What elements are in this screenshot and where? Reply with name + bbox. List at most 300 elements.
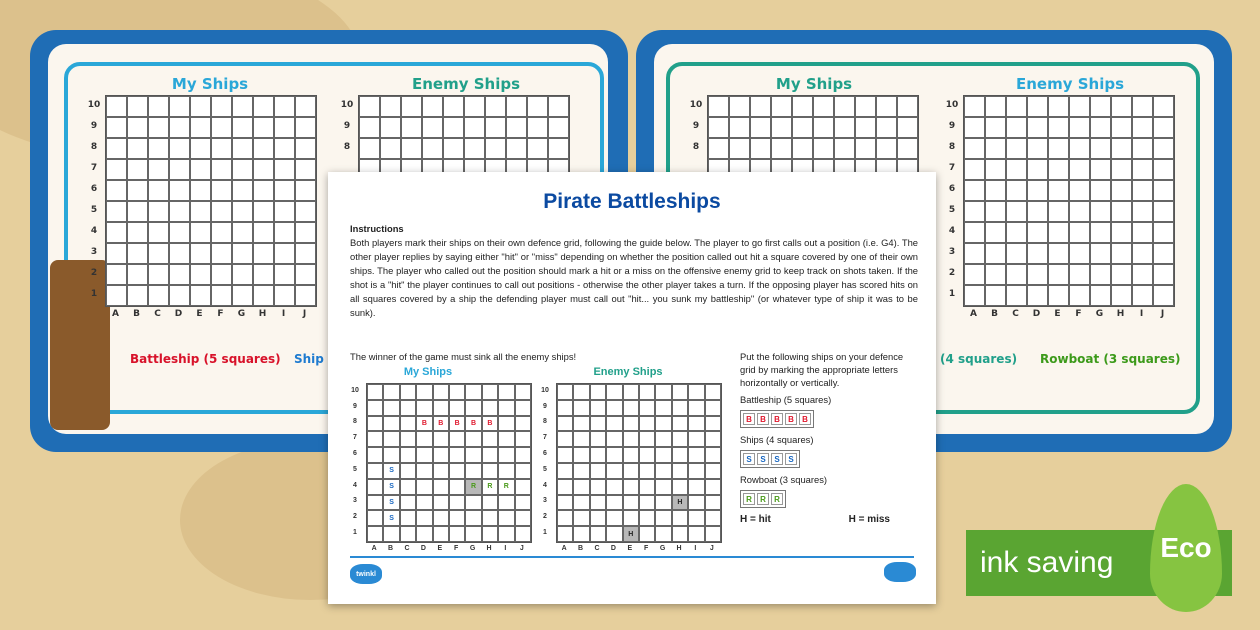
- grid-cell: [688, 384, 704, 400]
- grid-cell: [1111, 201, 1132, 222]
- grid-cell: [590, 447, 606, 463]
- grid-cell: [557, 400, 573, 416]
- grid-cell: [557, 495, 573, 511]
- column-label: B: [578, 545, 584, 552]
- row-label: 10: [541, 386, 549, 394]
- grid-cell: [1090, 264, 1111, 285]
- doc-enemy-ships-grid: [556, 383, 722, 543]
- grid-cell: [590, 384, 606, 400]
- grid-cell: [416, 431, 432, 447]
- grid-cell: [623, 479, 639, 495]
- grid-cell: [253, 180, 274, 201]
- row-label: 8: [353, 418, 357, 426]
- grid-cell: [729, 138, 750, 159]
- grid-cell: [106, 180, 127, 201]
- grid-cell: [527, 138, 548, 159]
- grid-cell: [1027, 285, 1048, 306]
- grid-cell: [606, 526, 622, 542]
- grid-cell: [688, 463, 704, 479]
- grid-cell: [359, 117, 380, 138]
- grid-cell: [1048, 201, 1069, 222]
- grid-cell: [985, 285, 1006, 306]
- grid-cell: S: [383, 510, 399, 526]
- grid-cell: [515, 495, 531, 511]
- grid-cell: [573, 384, 589, 400]
- column-label: E: [1054, 309, 1061, 319]
- grid-cell: [253, 285, 274, 306]
- grid-cell: [443, 96, 464, 117]
- grid-cell: [295, 138, 316, 159]
- instructions-text: Both players mark their ships on their own defence grid, following the guide below. The player to go first calls out a position (i.e. G4). The other player replies by saying either "hit" or "miss" depending on whether the position called out hit a square covered by one of their own ships. The player who called out the position should mark a hit or a miss on the offensive enemy grid to keep track on shots taken. If the shot is a "hit" the player continues to call out positions - otherwise the other player takes a turn. If the opposing player has scored hits on all squares covered by a ship the defending player must call out "hit... you sunk my battleship" (or whatever type of ship it was to be sunk).: [350, 237, 918, 318]
- grid-cell: [708, 96, 729, 117]
- grid-cell: [1069, 222, 1090, 243]
- grid-cell: [211, 96, 232, 117]
- grid-cell: [1153, 264, 1174, 285]
- column-label: H: [676, 545, 682, 552]
- column-label: D: [610, 545, 616, 552]
- column-label: J: [519, 545, 524, 552]
- grid-cell: [465, 400, 481, 416]
- grid-cell: [148, 117, 169, 138]
- guide-box: B: [743, 413, 755, 425]
- grid-cell: [771, 117, 792, 138]
- column-label: G: [659, 545, 666, 552]
- grid-cell: [573, 400, 589, 416]
- grid-cell: [688, 400, 704, 416]
- grid-cell: [1006, 285, 1027, 306]
- column-label: C: [594, 545, 600, 552]
- grid-cell: [211, 117, 232, 138]
- grid-cell: [400, 447, 416, 463]
- grid-cell: [295, 285, 316, 306]
- grid-cell: [1048, 180, 1069, 201]
- grid-cell: [655, 510, 671, 526]
- grid-cell: [573, 479, 589, 495]
- grid-cell: [527, 117, 548, 138]
- grid-cell: [548, 117, 569, 138]
- grid-cell: [190, 222, 211, 243]
- grid-cell: [190, 180, 211, 201]
- grid-cell: [295, 222, 316, 243]
- row-label: 2: [90, 268, 98, 279]
- grid-cell: [515, 431, 531, 447]
- grid-cell: [416, 526, 432, 542]
- grid-cell: [367, 384, 383, 400]
- grid-cell: [232, 285, 253, 306]
- grid-cell: [485, 96, 506, 117]
- grid-cell: [548, 96, 569, 117]
- grid-cell: [465, 495, 481, 511]
- grid-cell: [515, 479, 531, 495]
- grid-cell: [1153, 285, 1174, 306]
- grid-cell: [639, 479, 655, 495]
- column-label: B: [388, 545, 394, 552]
- grid-cell: [367, 526, 383, 542]
- grid-cell: [127, 222, 148, 243]
- grid-cell: [253, 96, 274, 117]
- ships-guide-label: Ships (4 squares): [740, 434, 814, 445]
- column-label: F: [454, 545, 459, 552]
- grid-cell: [515, 526, 531, 542]
- row-label: 4: [948, 226, 956, 237]
- grid-cell: [590, 479, 606, 495]
- ship-guide: [740, 350, 905, 526]
- grid-cell: [1027, 201, 1048, 222]
- grid-cell: [232, 117, 253, 138]
- grid-cell: [367, 495, 383, 511]
- grid-cell: [639, 463, 655, 479]
- grid-cell: [169, 285, 190, 306]
- row-label: 7: [948, 163, 956, 174]
- grid-cell: [482, 463, 498, 479]
- grid-cell: [106, 243, 127, 264]
- grid-cell: [127, 159, 148, 180]
- grid-cell: [383, 447, 399, 463]
- grid-cell: [148, 96, 169, 117]
- row-label: 3: [353, 497, 357, 505]
- grid-cell: [705, 526, 721, 542]
- grid-cell: [148, 159, 169, 180]
- grid-cell: [729, 96, 750, 117]
- grid-cell: [964, 159, 985, 180]
- worksheet-title: Pirate Battleships: [543, 190, 721, 213]
- grid-cell: [465, 447, 481, 463]
- left-my-ships-title: My Ships: [171, 75, 249, 93]
- column-label: F: [644, 545, 649, 552]
- grid-cell: B: [465, 416, 481, 432]
- grid-cell: [498, 400, 514, 416]
- row-label: 8: [543, 418, 547, 426]
- left-my-ships-grid: [105, 95, 317, 307]
- grid-cell: [295, 264, 316, 285]
- column-label: F: [217, 309, 224, 319]
- grid-cell: [897, 117, 918, 138]
- grid-cell: [253, 117, 274, 138]
- grid-cell: R: [482, 479, 498, 495]
- column-label: A: [371, 545, 377, 552]
- grid-cell: [127, 201, 148, 222]
- grid-cell: [400, 384, 416, 400]
- grid-cell: [1069, 201, 1090, 222]
- grid-cell: [274, 117, 295, 138]
- grid-cell: [106, 201, 127, 222]
- column-label: C: [154, 309, 161, 319]
- guide-box: B: [799, 413, 811, 425]
- grid-cell: [527, 96, 548, 117]
- grid-cell: [1027, 243, 1048, 264]
- grid-cell: [400, 510, 416, 526]
- grid-cell: [1027, 117, 1048, 138]
- grid-cell: [672, 431, 688, 447]
- grid-cell: [985, 117, 1006, 138]
- guide-box: S: [757, 453, 769, 465]
- grid-cell: [274, 285, 295, 306]
- grid-cell: [688, 431, 704, 447]
- grid-cell: [449, 431, 465, 447]
- grid-cell: [515, 416, 531, 432]
- grid-cell: [688, 510, 704, 526]
- grid-cell: [295, 96, 316, 117]
- grid-cell: [400, 495, 416, 511]
- column-label: C: [404, 545, 410, 552]
- grid-cell: [449, 479, 465, 495]
- row-label: 6: [90, 184, 98, 195]
- grid-cell: [482, 510, 498, 526]
- grid-cell: [433, 400, 449, 416]
- row-label: 1: [90, 289, 98, 300]
- grid-cell: [1111, 285, 1132, 306]
- right-rowboat-label: Rowboat (3 squares): [1040, 352, 1181, 366]
- grid-cell: [688, 495, 704, 511]
- grid-cell: [655, 431, 671, 447]
- grid-cell: [1111, 264, 1132, 285]
- grid-cell: [169, 117, 190, 138]
- grid-cell: [813, 138, 834, 159]
- grid-cell: [253, 264, 274, 285]
- grid-cell: [383, 431, 399, 447]
- grid-cell: [705, 447, 721, 463]
- column-label: A: [112, 309, 119, 319]
- grid-cell: [1153, 180, 1174, 201]
- grid-cell: [295, 117, 316, 138]
- grid-cell: [729, 117, 750, 138]
- grid-cell: [705, 479, 721, 495]
- grid-cell: [211, 159, 232, 180]
- grid-cell: [1027, 138, 1048, 159]
- grid-cell: [465, 463, 481, 479]
- grid-cell: [433, 447, 449, 463]
- grid-cell: [1027, 222, 1048, 243]
- grid-cell: [672, 384, 688, 400]
- grid-cell: [639, 384, 655, 400]
- grid-cell: [367, 463, 383, 479]
- column-label: C: [1012, 309, 1019, 319]
- grid-cell: [1090, 222, 1111, 243]
- guide-text: Put the following ships on your defence grid by marking the appropriate letters horizontally or vertically.: [740, 351, 904, 388]
- grid-cell: [464, 96, 485, 117]
- row-label: 5: [948, 205, 956, 216]
- grid-cell: [482, 384, 498, 400]
- grid-cell: [813, 96, 834, 117]
- grid-cell: [253, 222, 274, 243]
- grid-cell: [672, 416, 688, 432]
- grid-cell: [1006, 222, 1027, 243]
- grid-cell: [127, 285, 148, 306]
- row-label: 8: [343, 142, 351, 153]
- grid-cell: [148, 201, 169, 222]
- row-label: 1: [353, 528, 357, 536]
- grid-cell: [1027, 96, 1048, 117]
- grid-cell: [855, 96, 876, 117]
- grid-cell: [655, 526, 671, 542]
- grid-cell: [792, 96, 813, 117]
- grid-cell: [433, 479, 449, 495]
- grid-cell: [190, 138, 211, 159]
- grid-cell: [672, 510, 688, 526]
- grid-cell: [855, 138, 876, 159]
- grid-cell: [590, 400, 606, 416]
- column-label: I: [694, 545, 697, 552]
- grid-cell: [672, 447, 688, 463]
- row-label: 4: [90, 226, 98, 237]
- grid-cell: [485, 138, 506, 159]
- guide-box: R: [757, 493, 769, 505]
- row-label: 6: [353, 449, 357, 457]
- grid-cell: [1006, 201, 1027, 222]
- grid-cell: [422, 138, 443, 159]
- row-label: 8: [90, 142, 98, 153]
- grid-cell: [443, 117, 464, 138]
- grid-cell: [606, 463, 622, 479]
- grid-cell: [964, 117, 985, 138]
- grid-cell: H: [623, 526, 639, 542]
- grid-cell: [449, 463, 465, 479]
- grid-cell: R: [498, 479, 514, 495]
- grid-cell: [515, 463, 531, 479]
- grid-cell: [367, 479, 383, 495]
- grid-cell: [573, 526, 589, 542]
- row-label: 3: [90, 247, 98, 258]
- grid-cell: [964, 180, 985, 201]
- grid-cell: [1048, 159, 1069, 180]
- eco-badge-text: ink saving: [980, 546, 1114, 579]
- row-label: 9: [543, 402, 547, 410]
- grid-cell: [1069, 264, 1090, 285]
- grid-cell: [750, 117, 771, 138]
- grid-cell: [106, 222, 127, 243]
- grid-cell: S: [383, 495, 399, 511]
- column-label: I: [281, 309, 286, 319]
- grid-cell: [498, 495, 514, 511]
- grid-cell: [190, 201, 211, 222]
- grid-cell: [688, 447, 704, 463]
- grid-cell: [148, 264, 169, 285]
- grid-cell: [232, 138, 253, 159]
- grid-cell: [705, 416, 721, 432]
- row-label: 3: [543, 497, 547, 505]
- row-label: 9: [948, 121, 956, 132]
- grid-cell: B: [433, 416, 449, 432]
- grid-cell: [211, 138, 232, 159]
- grid-cell: [557, 384, 573, 400]
- grid-cell: [106, 285, 127, 306]
- grid-cell: [573, 495, 589, 511]
- grid-cell: [169, 264, 190, 285]
- grid-cell: [465, 431, 481, 447]
- worksheet-document: [328, 172, 936, 604]
- grid-cell: [876, 117, 897, 138]
- grid-cell: [985, 264, 1006, 285]
- grid-cell: [106, 138, 127, 159]
- grid-cell: [498, 431, 514, 447]
- grid-cell: [295, 159, 316, 180]
- grid-cell: [433, 495, 449, 511]
- guide-box: S: [785, 453, 797, 465]
- grid-cell: [705, 431, 721, 447]
- grid-cell: [1048, 222, 1069, 243]
- grid-cell: [274, 180, 295, 201]
- grid-cell: [1132, 243, 1153, 264]
- grid-cell: [834, 138, 855, 159]
- grid-cell: [655, 416, 671, 432]
- grid-cell: [1132, 138, 1153, 159]
- right-enemy-ships-grid: [963, 95, 1175, 307]
- grid-cell: [416, 495, 432, 511]
- grid-cell: [639, 400, 655, 416]
- grid-cell: [623, 400, 639, 416]
- grid-cell: [1132, 285, 1153, 306]
- row-label: 6: [543, 449, 547, 457]
- row-label: 4: [543, 481, 547, 489]
- row-label: 8: [948, 142, 956, 153]
- grid-cell: [590, 526, 606, 542]
- grid-cell: [557, 510, 573, 526]
- grid-cell: [1111, 243, 1132, 264]
- grid-cell: [623, 463, 639, 479]
- grid-cell: [1111, 117, 1132, 138]
- grid-cell: [1069, 96, 1090, 117]
- grid-cell: [750, 96, 771, 117]
- grid-cell: [688, 416, 704, 432]
- grid-cell: [573, 463, 589, 479]
- row-label: 8: [692, 142, 700, 153]
- grid-cell: [1090, 243, 1111, 264]
- grid-cell: [274, 138, 295, 159]
- grid-cell: [449, 510, 465, 526]
- grid-cell: [1153, 159, 1174, 180]
- row-label: 2: [948, 268, 956, 279]
- grid-cell: [639, 495, 655, 511]
- grid-cell: [557, 463, 573, 479]
- grid-cell: [573, 510, 589, 526]
- grid-cell: [506, 117, 527, 138]
- grid-cell: [1132, 201, 1153, 222]
- right-ships-label: (4 squares): [940, 352, 1018, 366]
- grid-cell: [127, 117, 148, 138]
- grid-cell: [557, 526, 573, 542]
- grid-cell: [985, 138, 1006, 159]
- grid-cell: [1069, 138, 1090, 159]
- grid-cell: [433, 384, 449, 400]
- guide-box: R: [743, 493, 755, 505]
- grid-cell: [688, 526, 704, 542]
- left-battleship-label: Battleship (5 squares): [130, 352, 281, 366]
- grid-cell: [295, 201, 316, 222]
- grid-cell: [964, 264, 985, 285]
- grid-cell: [1153, 117, 1174, 138]
- grid-cell: [1132, 96, 1153, 117]
- grid-cell: [1006, 138, 1027, 159]
- grid-cell: [367, 416, 383, 432]
- grid-cell: [1048, 117, 1069, 138]
- grid-cell: [590, 416, 606, 432]
- grid-cell: [672, 479, 688, 495]
- grid-cell: [750, 138, 771, 159]
- grid-cell: [1090, 138, 1111, 159]
- row-label: 7: [543, 434, 547, 442]
- grid-cell: [792, 117, 813, 138]
- grid-cell: [400, 526, 416, 542]
- grid-cell: [771, 96, 792, 117]
- grid-cell: [792, 138, 813, 159]
- grid-cell: [655, 495, 671, 511]
- column-label: E: [627, 545, 633, 552]
- hit-key: H = hit: [740, 514, 771, 525]
- grid-cell: [672, 463, 688, 479]
- column-label: E: [437, 545, 443, 552]
- grid-cell: [1069, 285, 1090, 306]
- column-label: G: [237, 309, 246, 319]
